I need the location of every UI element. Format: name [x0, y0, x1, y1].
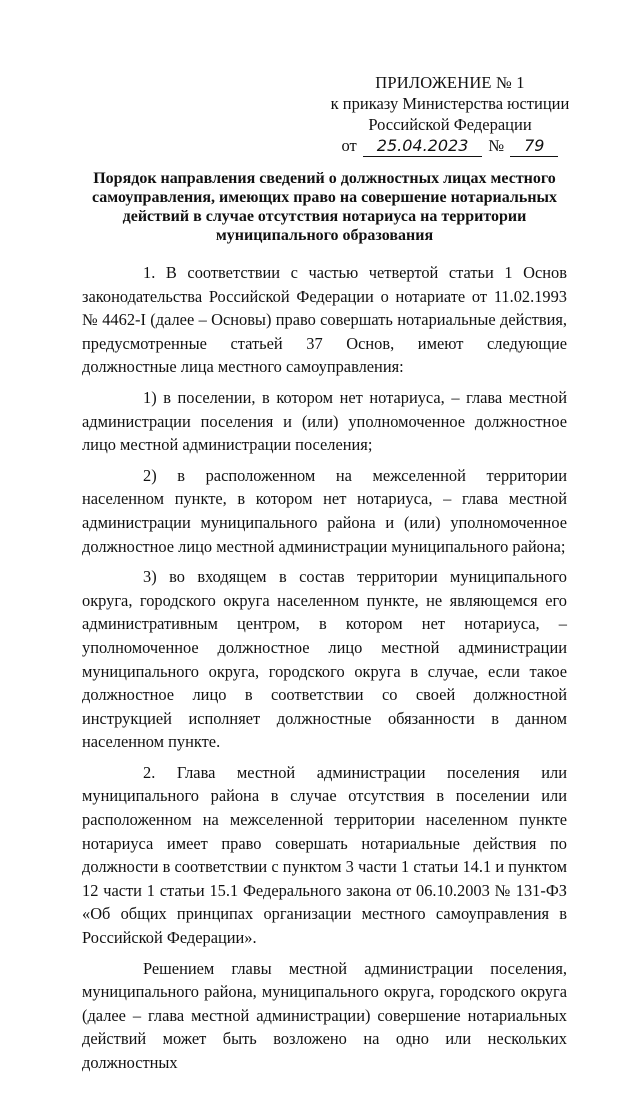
- number-prefix: №: [488, 136, 505, 155]
- paragraph: 3) во входящем в состав территории муниципального округа, городского округа населенном пункте, не являющемся его административным центром, в котором нет нотариуса, – уполномоченное должностное лицо местной администрации муниципального округа, городского округа в случае, если такое должностное лицо в соответствии со своей должностной инструкцией исполняет должностные обязанности в данном населенном пункте.: [82, 567, 567, 752]
- appendix-number: ПРИЛОЖЕНИЕ № 1: [375, 73, 525, 92]
- order-date: 25.04.2023: [363, 136, 483, 157]
- date-prefix: от: [341, 136, 357, 155]
- paragraph: 1. В соответствии с частью четвертой статьи 1 Основ законодательства Российской Федерации о нотариате от 11.02.1993 № 4462-I (далее – Основы) право совершать нотариальные действия, предусмотренные статьей 37 Основ, имеют следующие должностные лица местного самоуправления:: [82, 263, 567, 377]
- document-body: [82, 261, 567, 1075]
- order-reference: к приказу Министерства юстиции: [330, 94, 570, 113]
- ministry-name: Российской Федерации: [368, 115, 532, 134]
- appendix-header: [300, 72, 600, 157]
- order-number: 79: [510, 136, 558, 157]
- paragraph: Решением главы местной администрации поселения, муниципального района, муниципального округа, городского округа (далее – глава местной администрации) совершение нотариальных действий может быть возложено на одно или нескольких должностных: [82, 958, 567, 1072]
- paragraph: 2) в расположенном на межселенной территории населенном пункте, в котором нет нотариуса, – глава местной администрации муниципального района и (или) уполномоченное должностное лицо местной администрации муниципального района;: [82, 465, 567, 556]
- order-date-line: [300, 135, 600, 157]
- document-title: Порядок направления сведений о должностных лицах местного самоуправления, имеющих право на совершение нотариальных действий в случае отсутствия нотариуса на территории муниципального образования: [91, 170, 558, 244]
- paragraph: 2. Глава местной администрации поселения или муниципального района в случае отсутствия в поселении или расположенном на межселенной территории населенном пункте нотариуса имеет право совершать нотариальные действия по должности в соответствии с пунктом 3 части 1 статьи 14.1 и пунктом 12 части 1 статьи 15.1 Федерального закона от 06.10.2003 № 131-ФЗ «Об общих принципах организации местного самоуправления в Российской Федерации».: [82, 762, 567, 948]
- paragraph: 1) в поселении, в котором нет нотариуса, – глава местной администрации поселения и (или) уполномоченное должностное лицо местной администрации поселения;: [82, 387, 567, 455]
